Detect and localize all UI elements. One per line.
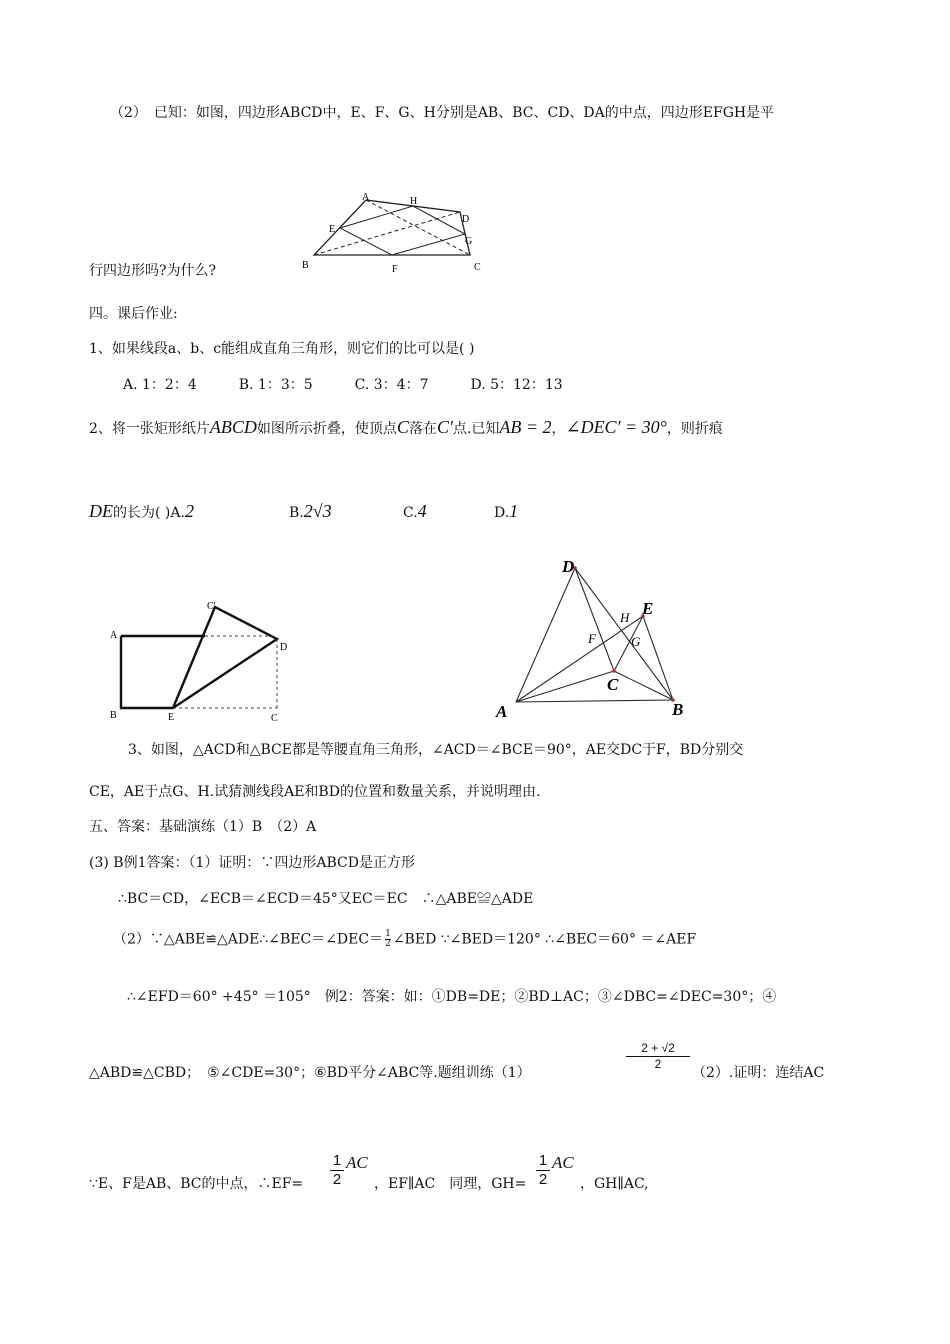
answers-heading: 五、答案：基础演练（1）B （2）A bbox=[89, 819, 317, 835]
label-G: G bbox=[631, 634, 641, 649]
label-F: F bbox=[392, 264, 398, 275]
label-D: D bbox=[462, 214, 470, 225]
label-C: C bbox=[474, 262, 481, 273]
homework-3-line2: CE，AE于点G、H.试猜测线段AE和BD的位置和数量关系，并说明理由. bbox=[89, 784, 541, 800]
section-4-heading: 四。课后作业: bbox=[89, 306, 178, 322]
answer-line-7c: ，GH∥AC, bbox=[580, 1176, 649, 1192]
q2-statement-line1: （2） 已知：如图，四边形ABCD中，E、F、G、H分别是AB、BC、CD、DA的中点，四边形EFGH是平 bbox=[110, 105, 775, 121]
ac-2: AC bbox=[552, 1153, 574, 1172]
label-B: B bbox=[672, 700, 684, 719]
homework-2-line1: 2、将一张矩形纸片ABCD如图所示折叠，使顶点C落在C′点.已知AB = 2，∠DEC′ = 30°，则折痕 bbox=[89, 417, 723, 437]
answer-line-3: ∴BC＝CD，∠ECB＝∠ECD＝45°又EC＝EC ∴△ABE≌△ADE bbox=[118, 891, 534, 907]
label-F: F bbox=[588, 631, 596, 646]
answer-line-7b: ，EF∥AC 同理，GH= bbox=[374, 1176, 527, 1192]
quadrilateral-figure bbox=[298, 192, 498, 278]
label-A: A bbox=[496, 702, 508, 721]
label-H: H bbox=[410, 196, 418, 207]
answer-example-1: (3) B例1答案：（1）证明：∵四边形ABCD是正方形 bbox=[89, 855, 415, 871]
label-B: B bbox=[302, 260, 309, 271]
fraction-half-2: 1 2 bbox=[536, 1152, 550, 1189]
ac-1: AC bbox=[346, 1153, 368, 1172]
homework-1: 1、如果线段a、b、c能组成直角三角形，则它们的比可以是( ) bbox=[89, 341, 475, 357]
fraction-two-plus-root-two-over-two: 2 + √2 2 bbox=[626, 1041, 690, 1072]
answer-line-6a: △ABD≌△CBD； ⑤∠CDE=30°；⑥BD平分∠ABC等.题组训练（1） bbox=[89, 1065, 531, 1081]
answer-line-7a: ∵E、F是AB、BC的中点，∴EF= bbox=[89, 1176, 304, 1192]
fraction-half-1: 1 2 bbox=[330, 1152, 344, 1189]
label-C-prime: C′ bbox=[207, 601, 216, 612]
answer-line-5: ∴∠EFD＝60° +45° ＝105° 例2：答案：如：①DB=DE；②BD⊥AC；③∠DBC=∠DEC=30°；④ bbox=[127, 989, 777, 1005]
homework-3-line1: 3、如图，△ACD和△BCE都是等腰直角三角形，∠ACD＝∠BCE＝90°，AE交DC于F，BD分别交 bbox=[128, 742, 744, 758]
label-D: D bbox=[562, 557, 575, 576]
label-C: C bbox=[607, 675, 619, 694]
label-H: H bbox=[620, 610, 630, 625]
option-c: C.4 bbox=[403, 501, 427, 521]
homework-2-line2: DE的长为( )A.2 bbox=[89, 501, 194, 521]
label-C: C bbox=[271, 713, 278, 724]
fraction-half: $\frac{1}{2}$ bbox=[385, 929, 391, 949]
label-B: B bbox=[110, 710, 117, 721]
label-E: E bbox=[329, 224, 336, 235]
q2-statement-line2: 行四边形吗?为什么? bbox=[89, 263, 217, 279]
label-G: G bbox=[465, 236, 473, 247]
label-D: D bbox=[280, 642, 288, 653]
option-b: B.2√3 bbox=[289, 501, 332, 521]
label-E: E bbox=[168, 712, 175, 723]
homework-1-options: A. 1：2：4 B. 1：3：5 C. 3：4：7 D. 5：12：13 bbox=[123, 377, 563, 393]
label-A: A bbox=[110, 630, 118, 641]
folded-rectangle-figure bbox=[105, 600, 305, 725]
answer-line-4: （2）∵△ABE≌△ADE∴∠BEC＝∠DEC＝ $\frac{1}{2}$ ∠BED ∵∠BED＝120° ∴∠BEC＝60° ＝∠AEF bbox=[113, 929, 697, 949]
label-E: E bbox=[642, 599, 654, 618]
answer-line-6b: （2）.证明：连结AC bbox=[692, 1065, 825, 1081]
option-d: D.1 bbox=[494, 501, 519, 521]
isosceles-triangles-figure bbox=[490, 552, 700, 722]
label-A: A bbox=[362, 192, 370, 203]
